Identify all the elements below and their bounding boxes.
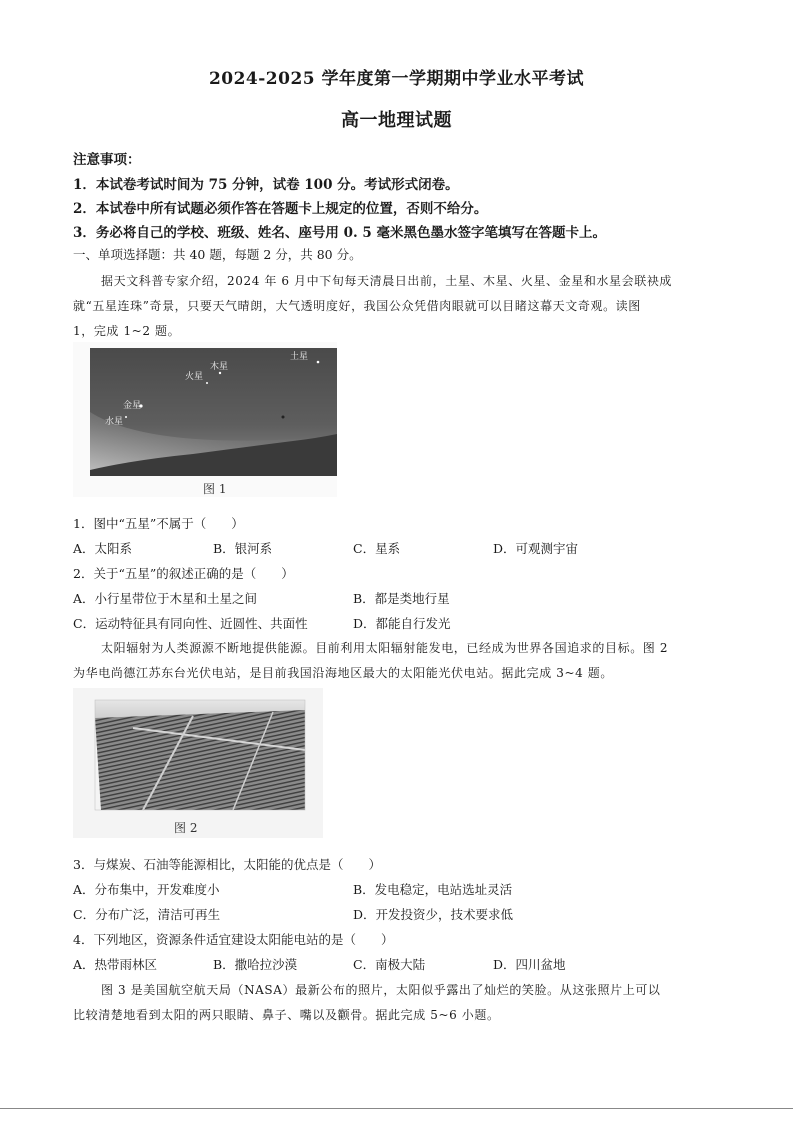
figure1-caption: 图 1 (203, 482, 227, 496)
q1-option-d: D．可观测宇宙 (493, 541, 579, 556)
label-mars: 火星 (185, 372, 204, 382)
passage2-line-1: 太阳辐射为人类源源不断地提供能源。目前利用太阳辐射能发电，已经成为世界各国追求的目标。图 2 (101, 641, 669, 655)
passage1-line-3: 1，完成 1~2 题。 (73, 324, 181, 338)
q2-option-b: B．都是类地行星 (353, 591, 450, 606)
exam-subtitle: 高一地理试题 (341, 110, 452, 131)
notice-item-1: 1．本试卷考试时间为 75 分钟，试卷 100 分。考试形式闭卷。 (73, 177, 459, 193)
star-mercury (125, 416, 127, 418)
q1-option-b: B．银河系 (213, 541, 273, 556)
q3-option-a: A．分布集中，开发难度小 (73, 882, 220, 897)
q2-option-d: D．都能自行发光 (353, 616, 451, 631)
notice-heading: 注意事项： (73, 152, 141, 168)
label-saturn: 土星 (290, 352, 309, 362)
q4-option-a: A．热带雨林区 (73, 957, 158, 972)
label-jupiter: 木星 (210, 362, 229, 372)
q1-option-a: A．太阳系 (73, 541, 133, 556)
q4-option-b: B．撒哈拉沙漠 (213, 957, 298, 972)
passage3-line-2: 比较清楚地看到太阳的两只眼睛、鼻子、嘴以及颧骨。据此完成 5~6 小题。 (73, 1008, 500, 1022)
figure2 (73, 688, 323, 838)
section-heading: 一、单项选择题：共 40 题，每题 2 分，共 80 分。 (73, 247, 362, 262)
q3-option-c: C．分布广泛，清洁可再生 (73, 907, 221, 922)
q4-option-c: C．南极大陆 (353, 957, 426, 972)
q3-option-d: D．开发投资少，技术要求低 (353, 907, 514, 922)
passage1-line-2: 就“五星连珠”奇景，只要天气晴朗，大气透明度好，我国公众凭借肉眼就可以目睹这幕天文奇观。读图 (73, 299, 641, 313)
passage1-line-1: 据天文科普专家介绍，2024 年 6 月中下旬每天清晨日出前，土星、木星、火星、金星和水星会联袂成 (101, 274, 673, 288)
label-venus: 金星 (123, 401, 142, 411)
page-bottom-rule (0, 1108, 793, 1109)
star-jupiter (219, 372, 221, 374)
q3-option-b: B．发电稳定，电站选址灵活 (353, 882, 513, 897)
exam-title: 2024-2025 学年度第一学期期中学业水平考试 (208, 69, 585, 89)
figure1 (73, 342, 337, 497)
q4-option-d: D．四川盆地 (493, 957, 566, 972)
q2-option-a: A．小行星带位于木星和土星之间 (73, 591, 258, 606)
q3-stem: 3．与煤炭、石油等能源相比，太阳能的优点是（ ） (73, 857, 381, 872)
q2-option-c: C．运动特征具有同向性、近圆性、共面性 (73, 616, 308, 631)
figure1-sky-image (73, 342, 337, 497)
figure2-solar-farm-image (73, 688, 323, 838)
star-mars (206, 382, 208, 384)
passage2-line-2: 为华电尚德江苏东台光伏电站，是目前我国沿海地区最大的太阳能光伏电站。据此完成 3~4 题。 (73, 666, 613, 680)
star-saturn (317, 361, 320, 364)
passage3-line-1: 图 3 是美国航空航天局（NASA）最新公布的照片，太阳似乎露出了灿烂的笑脸。从这张照片上可以 (101, 983, 661, 997)
q4-stem: 4．下列地区，资源条件适宜建设太阳能电站的是（ ） (73, 932, 394, 947)
q1-option-c: C．星系 (353, 541, 401, 556)
notice-item-3: 3．务必将自己的学校、班级、姓名、座号用 0. 5 毫米黑色墨水签字笔填写在答题卡上。 (73, 225, 606, 241)
label-mercury: 水星 (105, 417, 124, 427)
q2-stem: 2．关于“五星”的叙述正确的是（ ） (73, 566, 294, 581)
q1-stem: 1．图中“五星”不属于（ ） (73, 516, 244, 531)
figure2-caption: 图 2 (174, 821, 198, 835)
notice-item-2: 2．本试卷中所有试题必须作答在答题卡上规定的位置，否则不给分。 (73, 201, 488, 217)
